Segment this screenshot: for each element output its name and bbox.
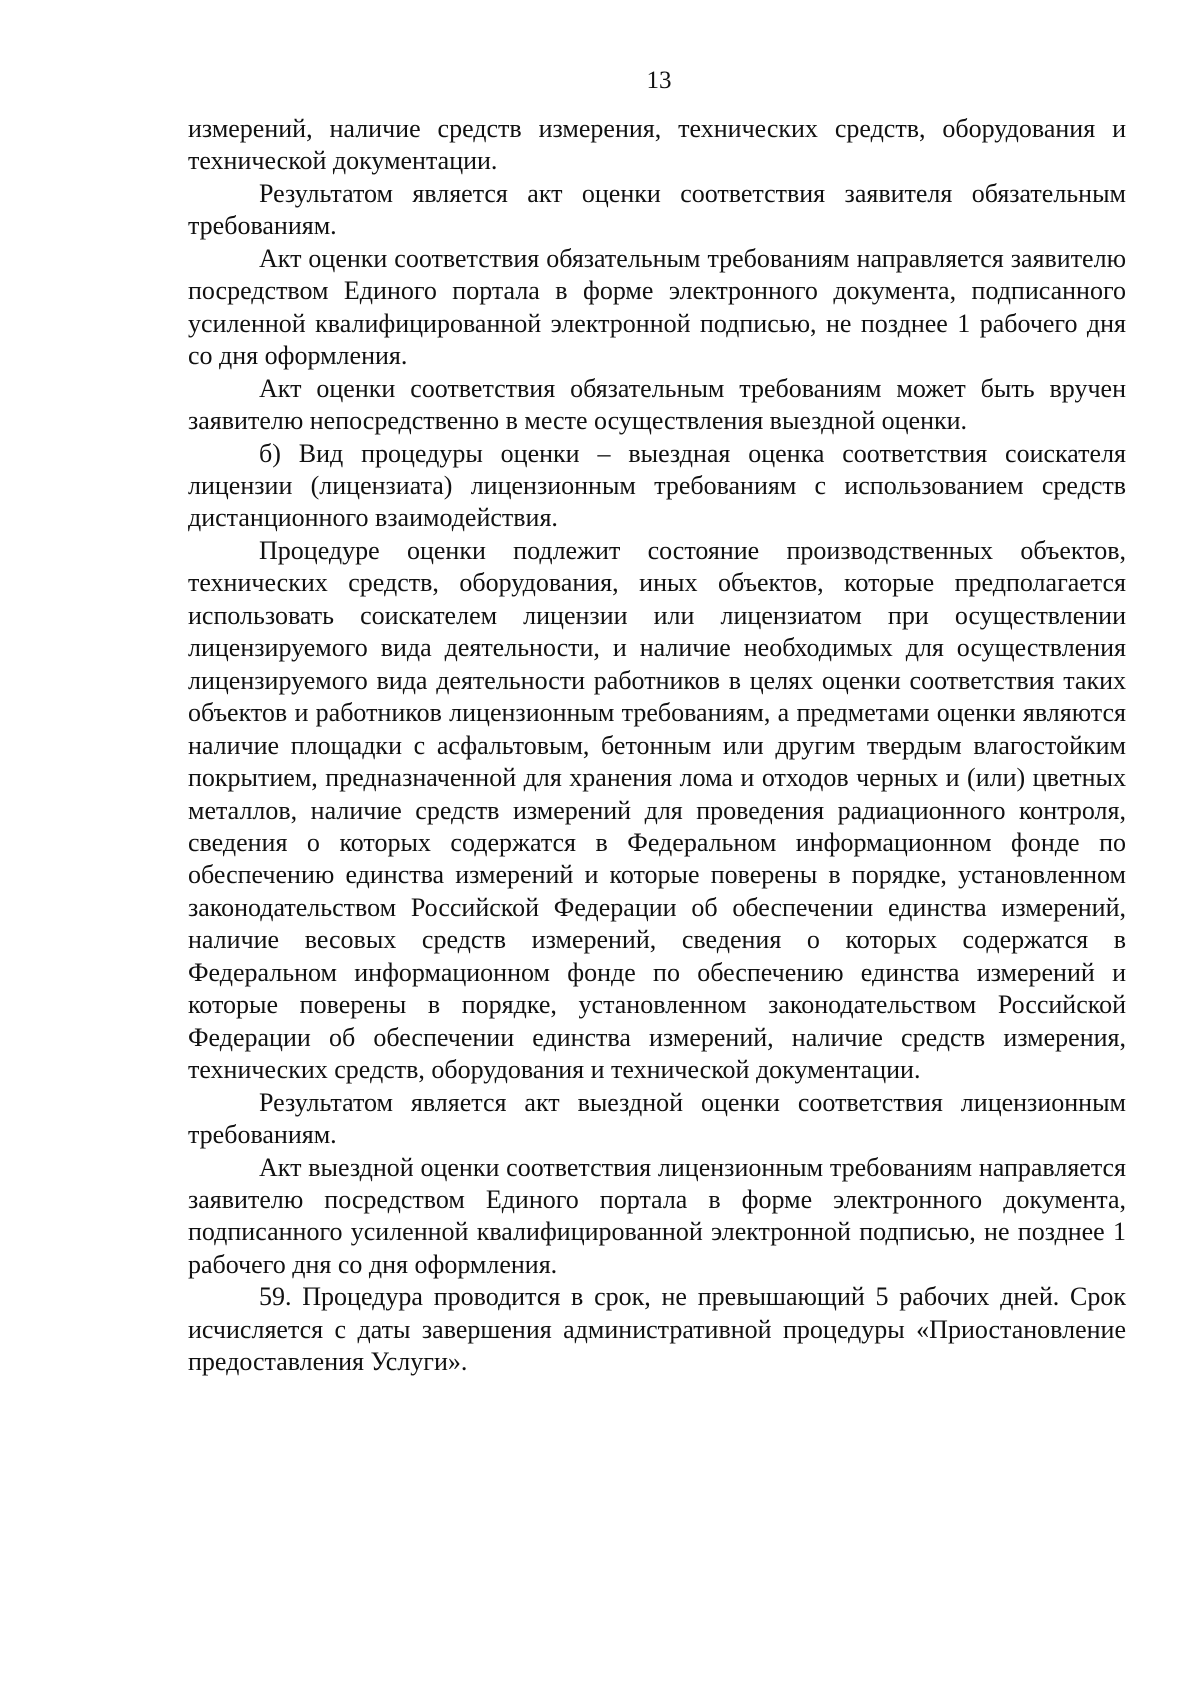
paragraph: Акт выездной оценки соответствия лицензионным требованиям направляется заявителю посредством Единого портала в форме электронного документа, подписанного усиленной квалифицированной электронной подписью, не позднее 1 рабочего дня со дня оформления.: [188, 1152, 1126, 1279]
paragraph: измерений, наличие средств измерения, технических средств, оборудования и технической документации.: [188, 114, 1126, 176]
paragraph: Акт оценки соответствия обязательным требованиям направляется заявителю посредством Единого портала в форме электронного документа, подписанного усиленной квалифицированной электронной подписью, не позднее 1 рабочего дня со дня оформления.: [188, 243, 1126, 371]
paragraph: 59. Процедура проводится в срок, не превышающий 5 рабочих дней. Срок исчисляется с даты завершения административной процедуры «Приостановление предоставления Услуги».: [188, 1282, 1126, 1377]
document-body: [188, 113, 1126, 1379]
paragraph: Процедуре оценки подлежит состояние производственных объектов, технических средств, оборудования, иных объектов, которые предполагается использовать соискателем лицензии или лицензиатом при осуществлении лицензируемого вида деятельности, и наличие необходимых для осуществления лицензируемого вида деятельности работников в целях оценки соответствия таких объектов и работников лицензионным требованиям, а предметами оценки являются наличие площадки с асфальтовым, бетонным или другим твердым влагостойким покрытием, предназначенной для хранения лома и отходов черных и (или) цветных металлов, наличие средств измерений для проведения радиационного контроля, сведения о которых содержатся в Федеральном информационном фонде по обеспечению единства измерений и которые поверены в порядке, установленном законодательством Российской Федерации об обеспечении единства измерений, наличие весовых средств измерений, сведения о которых содержатся в Федеральном информационном фонде по обеспечению единства измерений и которые поверены в порядке, установленном законодательством Российской Федерации об обеспечении единства измерений, наличие средств измерения, технических средств, оборудования и технической документации.: [188, 535, 1126, 1085]
page-number: 13: [646, 67, 672, 94]
paragraph: Результатом является акт оценки соответствия заявителя обязательным требованиям.: [188, 178, 1126, 241]
paragraph: б) Вид процедуры оценки – выездная оценка соответствия соискателя лицензии (лицензиата) лицензионным требованиям с использованием средств дистанционного взаимодействия.: [188, 438, 1126, 533]
paragraph: Результатом является акт выездной оценки соответствия лицензионным требованиям.: [188, 1087, 1126, 1150]
paragraph: Акт оценки соответствия обязательным требованиям может быть вручен заявителю непосредственно в месте осуществления выездной оценки.: [188, 373, 1126, 436]
